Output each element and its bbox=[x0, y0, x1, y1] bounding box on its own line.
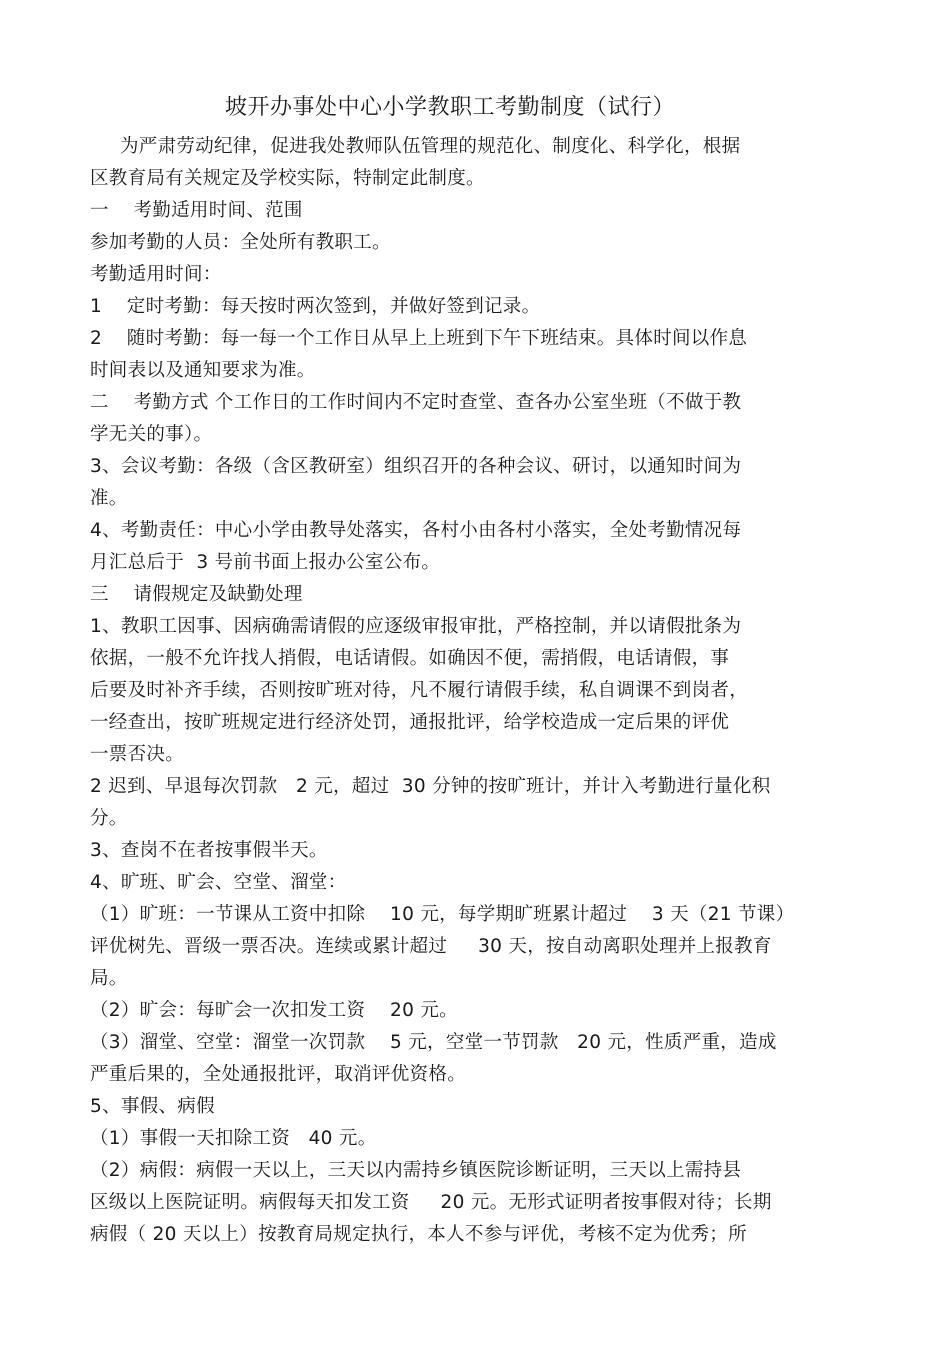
section-heading: 三 请假规定及缺勤处理 bbox=[90, 584, 303, 605]
paragraph-line: （1）旷班：一节课从工资中扣除 10 元，每学期旷班累计超过 3 天（21 节课） bbox=[90, 904, 795, 925]
paragraph-line: 病假（ 20 天以上）按教育局规定执行，本人不参与评优，考核不定为优秀；所 bbox=[90, 1224, 747, 1245]
paragraph-line: 参加考勤的人员：全处所有教职工。 bbox=[90, 232, 391, 253]
paragraph-line: 3、查岗不在者按事假半天。 bbox=[90, 840, 328, 861]
paragraph-line: 评优树先、晋级一票否决。连续或累计超过 30 天，按自动离职处理并上报教育 bbox=[90, 936, 772, 957]
paragraph-line: 一票否决。 bbox=[90, 744, 185, 765]
paragraph-line: 5、事假、病假 bbox=[90, 1096, 215, 1117]
document-title: 坡开办事处中心小学教职工考勤制度（试行） bbox=[224, 95, 675, 120]
paragraph-line: 学无关的事）。 bbox=[90, 424, 213, 445]
paragraph-line: 2 随时考勤：每一每一个工作日从早上上班到下午下班结束。具体时间以作息 bbox=[90, 328, 748, 349]
paragraph-line: 1 定时考勤：每天按时两次签到，并做好签到记录。 bbox=[90, 296, 541, 317]
paragraph-line: （2）病假：病假一天以上，三天以内需持乡镇医院诊断证明，三天以上需持县 bbox=[90, 1160, 742, 1181]
paragraph-line: 月汇总后于 3 号前书面上报办公室公布。 bbox=[90, 552, 441, 573]
paragraph-line: 一经查出，按旷班规定进行经济处罚，通报批评，给学校造成一定后果的评优 bbox=[90, 712, 730, 733]
paragraph-line: 严重后果的，全处通报批评，取消评优资格。 bbox=[90, 1064, 467, 1085]
paragraph-line: （3）溜堂、空堂：溜堂一次罚款 5 元，空堂一节罚款 20 元，性质严重，造成 bbox=[90, 1032, 777, 1053]
paragraph-line: 4、考勤责任：中心小学由教导处落实，各村小由各村小落实，全处考勤情况每 bbox=[90, 520, 742, 541]
paragraph-line: （2）旷会：每旷会一次扣发工资 20 元。 bbox=[90, 1000, 458, 1021]
section-heading: 一 考勤适用时间、范围 bbox=[90, 200, 303, 221]
paragraph-line: 为严肃劳动纪律，促进我处教师队伍管理的规范化、制度化、科学化，根据 bbox=[120, 136, 741, 157]
paragraph-line: 后要及时补齐手续，否则按旷班对待，凡不履行请假手续，私自调课不到岗者， bbox=[90, 680, 749, 701]
paragraph-line: 1、教职工因事、因病确需请假的应逐级审报审批，严格控制，并以请假批条为 bbox=[90, 616, 742, 637]
paragraph-line: （1）事假一天扣除工资 40 元。 bbox=[90, 1128, 377, 1149]
section-heading: 二 考勤方式 个工作日的工作时间内不定时查堂、查各办公室坐班（不做于教 bbox=[90, 392, 742, 413]
paragraph-line: 4、旷班、旷会、空堂、溜堂： bbox=[90, 872, 347, 893]
paragraph-line: 区级以上医院证明。病假每天扣发工资 20 元。无形式证明者按事假对待；长期 bbox=[90, 1192, 772, 1213]
paragraph-line: 考勤适用时间： bbox=[90, 264, 222, 285]
paragraph-line: 3、会议考勤：各级（含区教研室）组织召开的各种会议、研讨，以通知时间为 bbox=[90, 456, 742, 477]
paragraph-line: 时间表以及通知要求为准。 bbox=[90, 360, 316, 381]
paragraph-line: 2 迟到、早退每次罚款 2 元，超过 30 分钟的按旷班计，并计入考勤进行量化积 bbox=[90, 776, 771, 797]
paragraph-line: 局。 bbox=[90, 968, 128, 989]
paragraph-line: 依据，一般不允许找人捎假，电话请假。如确因不便，需捎假，电话请假，事 bbox=[90, 648, 730, 669]
paragraph-line: 区教育局有关规定及学校实际，特制定此制度。 bbox=[90, 168, 485, 189]
paragraph-line: 准。 bbox=[90, 488, 128, 509]
paragraph-line: 分。 bbox=[90, 808, 128, 829]
